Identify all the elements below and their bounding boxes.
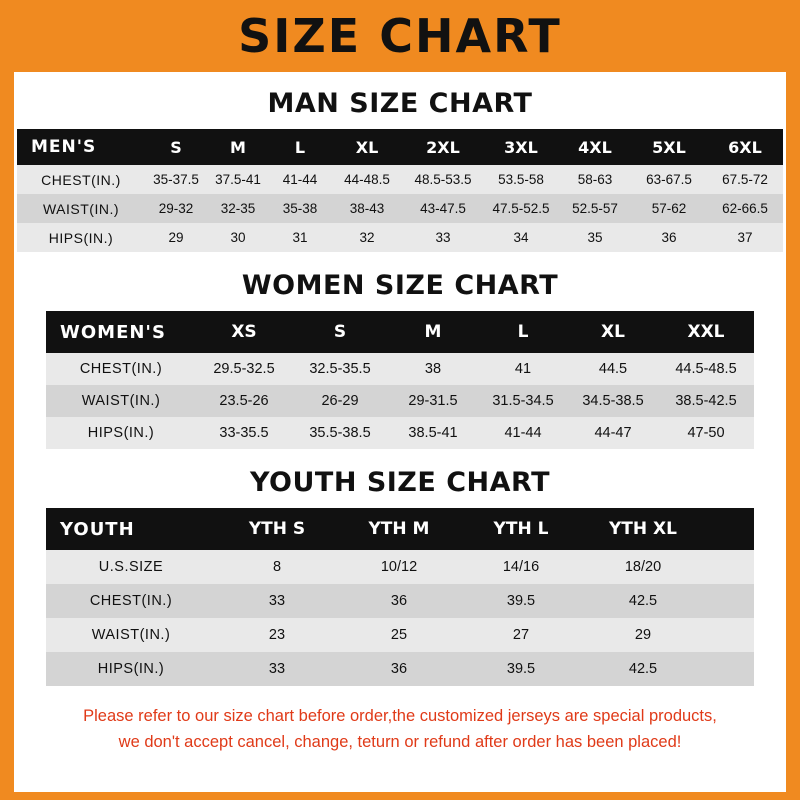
men-header-cell: 6XL [707, 129, 783, 165]
table-cell: 32 [331, 223, 403, 252]
table-cell: 37 [707, 223, 783, 252]
table-cell: 41 [478, 353, 568, 385]
table-row [17, 223, 783, 252]
women-section-title: WOMEN SIZE CHART [241, 270, 559, 301]
table-cell-spacer [704, 652, 754, 686]
table-cell: 36 [338, 584, 460, 618]
table-cell: 36 [631, 223, 707, 252]
banner [0, 0, 800, 72]
table-cell: 27 [460, 618, 582, 652]
table-cell: 34 [483, 223, 559, 252]
women-size-table [46, 311, 754, 449]
table-cell: 48.5-53.5 [403, 165, 483, 194]
chart-content [14, 72, 786, 800]
table-cell: 31.5-34.5 [478, 385, 568, 417]
women-header-cell: M [388, 311, 478, 353]
table-cell: 47-50 [658, 417, 754, 449]
note-line-2: we don't accept cancel, change, teturn or refund after order has been placed! [118, 732, 682, 751]
table-row [46, 550, 754, 584]
men-header-cell: XL [331, 129, 403, 165]
table-cell: 35-38 [269, 194, 331, 223]
table-cell: 32-35 [207, 194, 269, 223]
table-cell: 43-47.5 [403, 194, 483, 223]
men-header-cell: L [269, 129, 331, 165]
table-cell-spacer [704, 618, 754, 652]
row-label: HIPS(IN.) [17, 223, 145, 252]
table-cell: 34.5-38.5 [568, 385, 658, 417]
table-cell: 41-44 [478, 417, 568, 449]
table-row [46, 417, 754, 449]
table-cell: 62-66.5 [707, 194, 783, 223]
women-table-header-row [46, 311, 754, 353]
row-label: HIPS(IN.) [46, 417, 196, 449]
table-cell: 39.5 [460, 584, 582, 618]
table-row [46, 353, 754, 385]
row-label: WAIST(IN.) [46, 385, 196, 417]
table-cell: 35.5-38.5 [292, 417, 388, 449]
table-cell: 38 [388, 353, 478, 385]
table-cell: 23 [216, 618, 338, 652]
note-line-1: Please refer to our size chart before order,the customized jerseys are special products, [83, 707, 717, 725]
row-label: U.S.SIZE [46, 550, 216, 584]
table-cell: 38-43 [331, 194, 403, 223]
youth-section-title: YOUTH SIZE CHART [249, 467, 551, 498]
table-cell: 53.5-58 [483, 165, 559, 194]
table-cell: 47.5-52.5 [483, 194, 559, 223]
men-header-cell: MEN'S [17, 129, 145, 165]
table-cell: 14/16 [460, 550, 582, 584]
table-cell: 32.5-35.5 [292, 353, 388, 385]
men-header-cell: 4XL [559, 129, 631, 165]
table-row [46, 618, 754, 652]
table-cell: 29-32 [145, 194, 207, 223]
youth-header-cell: YTH L [460, 508, 582, 550]
table-cell: 44-47 [568, 417, 658, 449]
youth-header-cell: YTH M [338, 508, 460, 550]
row-label: CHEST(IN.) [17, 165, 145, 194]
table-cell: 41-44 [269, 165, 331, 194]
table-cell: 26-29 [292, 385, 388, 417]
page-title: SIZE CHART [238, 9, 562, 63]
table-cell: 30 [207, 223, 269, 252]
table-cell: 52.5-57 [559, 194, 631, 223]
youth-header-spacer [704, 508, 754, 550]
table-cell: 10/12 [338, 550, 460, 584]
table-row [17, 194, 783, 223]
table-cell: 36 [338, 652, 460, 686]
table-cell: 18/20 [582, 550, 704, 584]
table-cell: 37.5-41 [207, 165, 269, 194]
table-cell-spacer [704, 584, 754, 618]
table-cell: 58-63 [559, 165, 631, 194]
women-header-cell: L [478, 311, 568, 353]
table-cell: 33 [403, 223, 483, 252]
row-label: WAIST(IN.) [17, 194, 145, 223]
youth-header-cell: YOUTH [46, 508, 216, 550]
men-table-header-row [17, 129, 783, 165]
order-policy-note [30, 704, 770, 755]
table-cell: 42.5 [582, 584, 704, 618]
men-header-cell: M [207, 129, 269, 165]
youth-header-cell: YTH S [216, 508, 338, 550]
men-header-cell: 3XL [483, 129, 559, 165]
table-cell: 44.5-48.5 [658, 353, 754, 385]
youth-table-header-row [46, 508, 754, 550]
row-label: CHEST(IN.) [46, 353, 196, 385]
row-label: CHEST(IN.) [46, 584, 216, 618]
youth-size-table [46, 508, 754, 686]
women-header-cell: S [292, 311, 388, 353]
bottom-accent-bar [0, 792, 800, 800]
table-cell: 8 [216, 550, 338, 584]
table-cell: 39.5 [460, 652, 582, 686]
table-cell: 57-62 [631, 194, 707, 223]
table-row [17, 165, 783, 194]
table-cell: 31 [269, 223, 331, 252]
table-cell: 29 [582, 618, 704, 652]
table-cell: 29-31.5 [388, 385, 478, 417]
women-header-cell: XS [196, 311, 292, 353]
table-cell: 29 [145, 223, 207, 252]
women-header-cell: XXL [658, 311, 754, 353]
table-cell: 44-48.5 [331, 165, 403, 194]
table-cell: 35 [559, 223, 631, 252]
row-label: HIPS(IN.) [46, 652, 216, 686]
table-cell: 63-67.5 [631, 165, 707, 194]
men-header-cell: S [145, 129, 207, 165]
men-header-cell: 2XL [403, 129, 483, 165]
table-cell: 44.5 [568, 353, 658, 385]
table-cell: 35-37.5 [145, 165, 207, 194]
table-cell: 42.5 [582, 652, 704, 686]
table-cell: 33-35.5 [196, 417, 292, 449]
women-header-cell: XL [568, 311, 658, 353]
table-row [46, 385, 754, 417]
row-label: WAIST(IN.) [46, 618, 216, 652]
men-size-table [17, 129, 783, 252]
table-row [46, 652, 754, 686]
table-cell: 29.5-32.5 [196, 353, 292, 385]
table-cell: 33 [216, 652, 338, 686]
table-cell: 25 [338, 618, 460, 652]
women-header-cell: WOMEN'S [46, 311, 196, 353]
table-cell: 33 [216, 584, 338, 618]
men-section-title: MAN SIZE CHART [267, 88, 533, 119]
table-cell: 38.5-41 [388, 417, 478, 449]
youth-header-cell: YTH XL [582, 508, 704, 550]
table-cell: 38.5-42.5 [658, 385, 754, 417]
table-row [46, 584, 754, 618]
table-cell: 67.5-72 [707, 165, 783, 194]
men-header-cell: 5XL [631, 129, 707, 165]
table-cell: 23.5-26 [196, 385, 292, 417]
table-cell-spacer [704, 550, 754, 584]
